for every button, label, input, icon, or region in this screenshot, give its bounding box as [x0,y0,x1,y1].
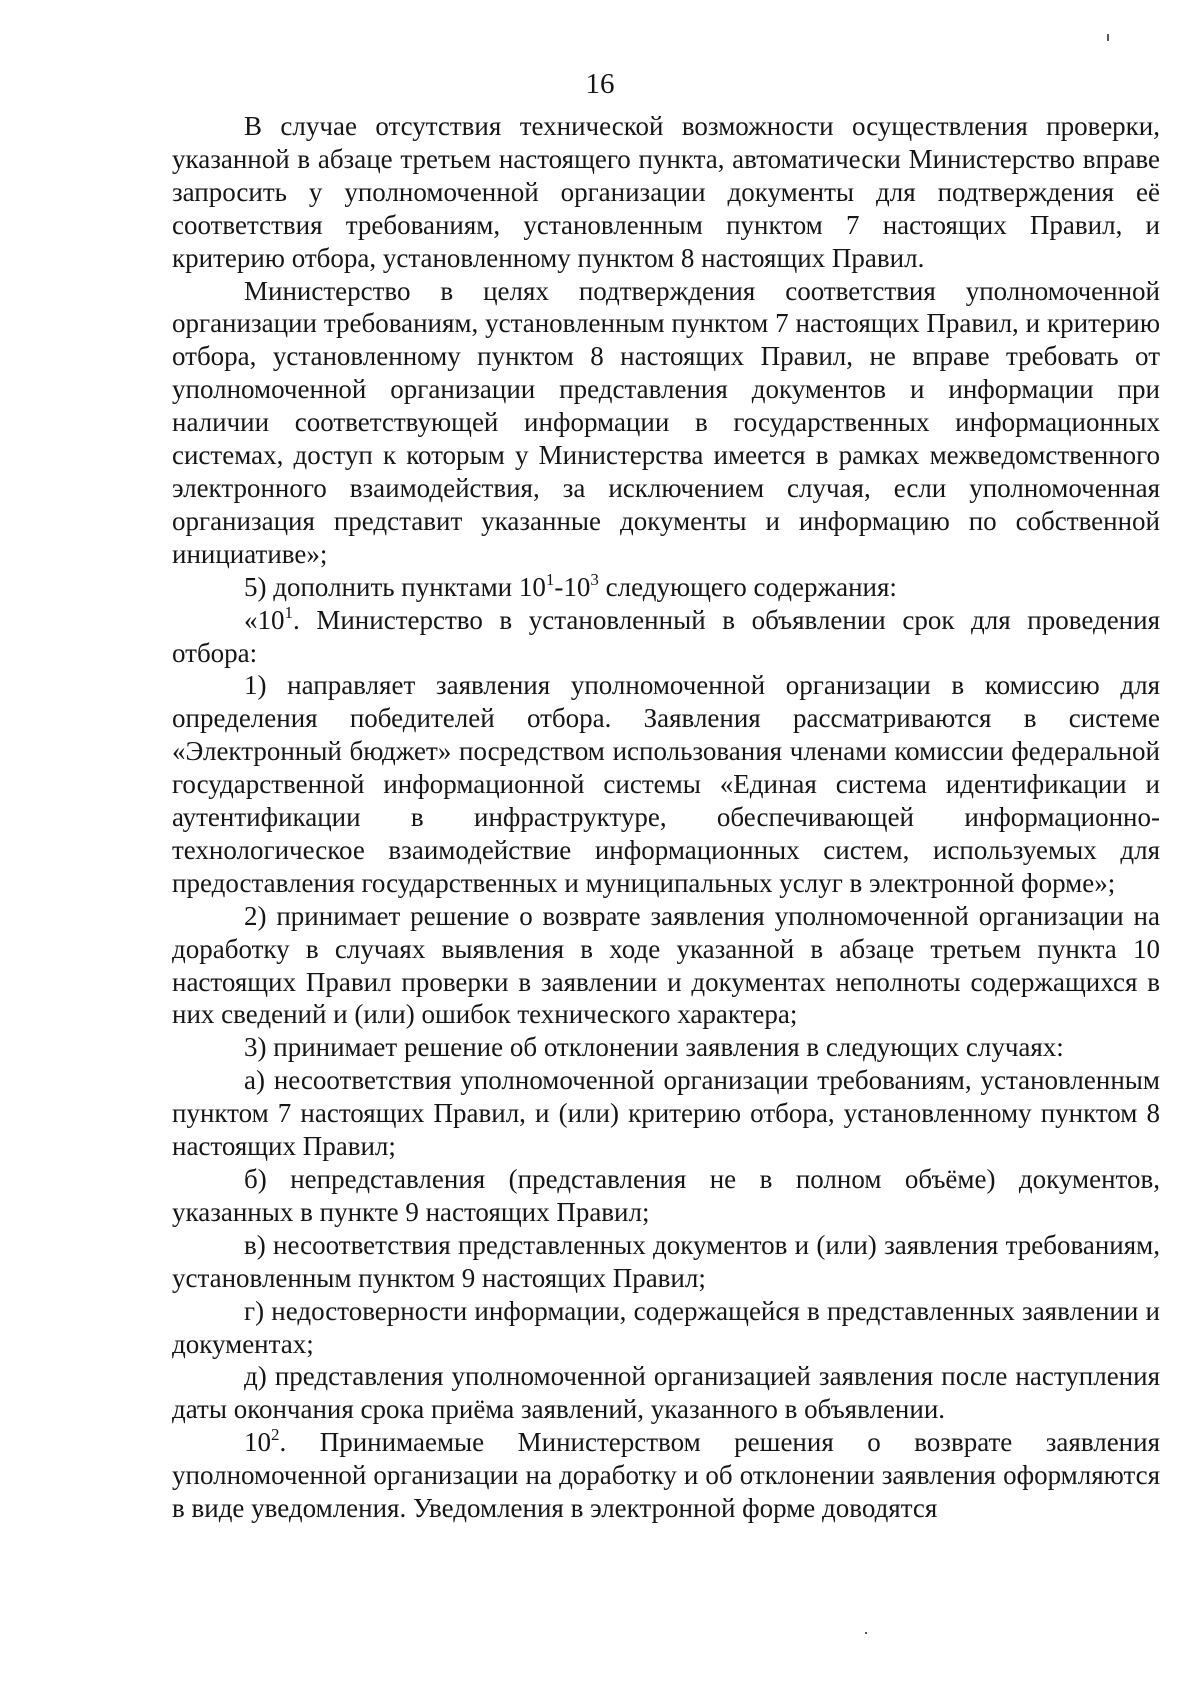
superscript: 1 [545,569,555,589]
page-number: 16 [585,68,615,100]
paragraph: в) несоответствия представленных документов и (или) заявления требованиям, установленным пунктом 9 настоящих Правил; [172,1229,1160,1293]
text-run: 5) дополнить пунктами 10 [244,571,546,602]
paragraph-clause-10-2 [172,1426,1160,1525]
paragraph-item-5 [172,571,1160,604]
paragraph: В случае отсутствия технической возможности осуществления проверки, указанной в абзаце третьем настоящего пункта, автоматически Министерство вправе запросить у уполномоченной организации документы для подтверждения её соответствия требованиям, установленным пунктом 7 настоящих Правил, и критерию отбора, установленному пунктом 8 настоящих Правил. [172,111,1160,273]
superscript: 2 [271,1425,280,1445]
paragraph: Министерство в целях подтверждения соответствия уполномоченной организации требованиям, установленным пунктом 7 настоящих Правил, и критерию отбора, установленному пунктом 8 настоящих Правил, не вправе требовать от уполномоченной организации представления документов и информации при наличии соответствующей информации в государственных информационных системах, доступ к которым у Министерства имеется в рамках межведомственного электронного взаимодействия, за исключением случая, если уполномоченная организация представит указанные документы и информацию по собственной инициативе»; [172,275,1160,569]
document-body [172,110,1160,1525]
text-run: . Принимаемые Министерством решения о возврате заявления уполномоченной организации на доработку и об отклонении заявления оформляются в виде уведомления. Уведомления в электронной форме доводятся [172,1427,1160,1524]
scan-speck [865,1632,867,1634]
scan-speck [1107,34,1109,41]
text-run: . Министерство в установленный в объявлении срок для проведения отбора: [172,604,1160,668]
paragraph-clause-10-1 [172,604,1160,670]
paragraph: г) недостоверности информации, содержащейся в представленных заявлении и документах; [172,1295,1160,1359]
text-run: -10 [554,571,591,602]
paragraph: б) непредставления (представления не в полном объёме) документов, указанных в пункте 9 настоящих Правил; [172,1164,1160,1227]
superscript: 3 [590,569,599,589]
paragraph: д) представления уполномоченной организацией заявления после наступления даты окончания срока приёма заявлений, указанного в объявлении. [172,1361,1160,1425]
text-run: 10 [244,1427,271,1458]
text-run: «10 [244,604,285,635]
paragraph: 1) направляет заявления уполномоченной организации в комиссию для определения победителей отбора. Заявления рассматриваются в системе «Электронный бюджет» посредством использования членами комиссии федеральной государственной информационной системы «Единая система идентификации и аутентификации в инфраструктуре, обеспечивающей информационно-технологическое взаимодействие информационных систем, используемых для предоставления государственных и муниципальных услуг в электронной форме»; [172,670,1160,898]
superscript: 1 [284,602,293,622]
paragraph: 3) принимает решение об отклонении заявления в следующих случаях: [244,1032,1064,1063]
text-run: следующего содержания: [598,571,897,602]
paragraph: а) несоответствия уполномоченной организации требованиям, установленным пунктом 7 настоящих Правил, и (или) критерию отбора, установленному пунктом 8 настоящих Правил; [172,1065,1160,1162]
paragraph: 2) принимает решение о возврате заявления уполномоченной организации на доработку в случаях выявления в ходе указанной в абзаце третьем пункта 10 настоящих Правил проверки в заявлении и документах неполноты содержащихся в них сведений и (или) ошибок технического характера; [172,900,1160,1030]
